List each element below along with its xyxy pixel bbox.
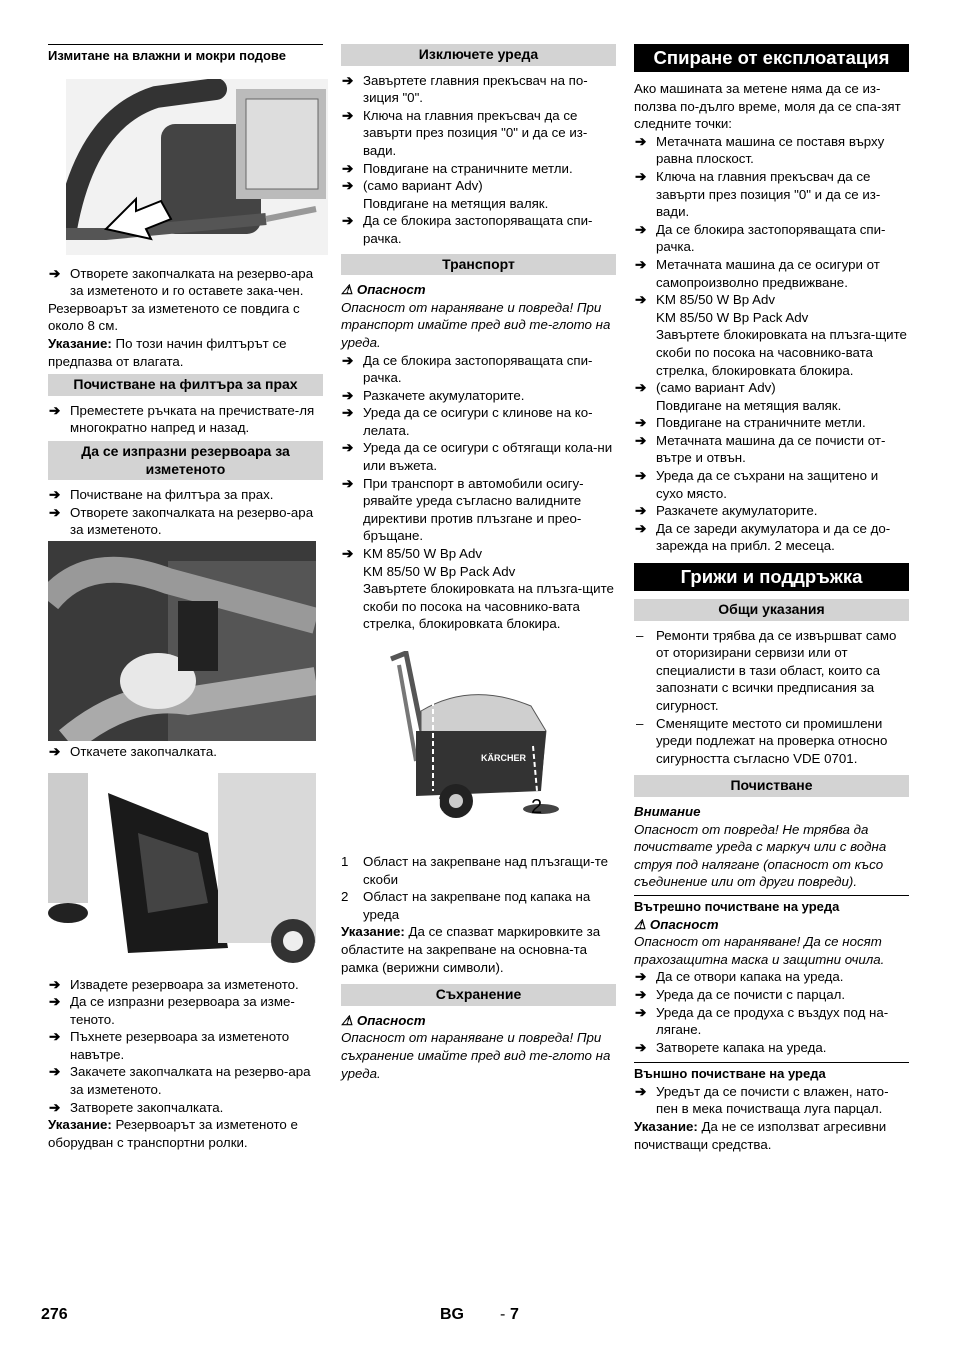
list-item: ➔ Метачната машина да се осигури от самопроизволно предвижване.	[635, 256, 880, 290]
list-item: ➔ Повдигане на страничните метли.	[342, 160, 573, 176]
list-item: ➔ Уредът да се почисти с влажен, нато-пен в мека почистваща луга парцал.	[635, 1083, 889, 1117]
page-footer	[0, 1306, 954, 1330]
list-item: ➔ Уреда да се осигури с клинове на ко-лелата.	[342, 405, 593, 438]
danger-label-transport: ⚠ Опасност	[341, 282, 426, 298]
figure-remove-drawing	[48, 773, 316, 968]
note-filter: Указание: По този начин филтърът се предпазва от влагата.	[48, 335, 287, 369]
arrow-icon: ➔	[635, 415, 647, 431]
list-item: ➔ Разкачете акумулаторите.	[342, 387, 525, 403]
figure-container-remove	[48, 773, 316, 968]
list-decommissioning	[634, 133, 909, 555]
subheading-interior-cleaning: Вътрешно почистване на уреда	[634, 895, 909, 916]
language-code: BG	[440, 1306, 464, 1323]
section-title-care: Грижи и поддръжка	[634, 563, 909, 591]
list-item: ➔ Да се блокира застопоряващата спи-рачка.	[342, 352, 593, 386]
figure-label-2: 2	[531, 796, 543, 818]
arrow-icon: ➔	[635, 380, 647, 396]
list-unhook	[48, 743, 323, 761]
list-interior-cleaning	[634, 968, 909, 1056]
column-1	[48, 44, 323, 1151]
list-item: ➔ Завъртете главния прекъсвач на по-зиция "0".	[342, 72, 588, 106]
list-item: ➔ KM 85/50 W Bp Adv	[635, 292, 775, 308]
arrow-icon: ➔	[49, 994, 61, 1010]
list-item-continuation: KM 85/50 W Bp Pack Adv	[363, 563, 516, 579]
arrow-icon: ➔	[635, 168, 647, 184]
list-item: ➔ Да се зареди акумулатора и да се до-зарежда на прибл. 2 месеца.	[635, 520, 891, 554]
arrow-icon: ➔	[49, 743, 61, 759]
list-remove	[48, 976, 323, 1117]
list-item: ➔ Повдигане на страничните метли.	[635, 415, 866, 431]
caution-label: Внимание	[634, 803, 701, 819]
list-item: ➔ Метачната машина се поставя върху равна плоскост.	[635, 133, 885, 167]
list-item: ➔ Пъхнете резервоара за изметеното навътре.	[49, 1029, 290, 1062]
arrow-icon: ➔	[635, 221, 647, 237]
list-item: ➔ Закачете закопчалката на резерво-ара за изметеното.	[49, 1064, 311, 1098]
figure-latch-drawing	[66, 79, 328, 255]
list-item: ➔ Уреда да се продуха с въздух под на-лягане.	[635, 1004, 889, 1038]
list-item: ➔ Отворете закопчалката на резерво-ара за изметеното.	[49, 504, 314, 538]
numbered-item: 2 Област на закрепване под капака на уреда	[341, 889, 591, 922]
arrow-icon: ➔	[342, 72, 354, 88]
arrow-icon: ➔	[635, 986, 647, 1002]
arrow-icon: ➔	[342, 160, 354, 176]
band-cleaning: Почистване	[634, 775, 909, 797]
arrow-icon: ➔	[635, 256, 647, 272]
arrow-icon: ➔	[342, 213, 354, 229]
warning-icon: ⚠	[341, 282, 353, 298]
brand-logo-text: KÄRCHER	[481, 753, 526, 763]
intro-decommissioning: Ако машината за метене няма да се из-ползва по-дълго време, моля да се спа-зят следните точки:	[634, 81, 901, 132]
list-item: – Сменящите местото си промишлени уреди подлежат на проверка относно сигурността съгласно VDE 0701.	[636, 715, 888, 766]
list-empty	[48, 486, 323, 539]
arrow-icon: ➔	[635, 432, 647, 448]
arrow-icon: ➔	[635, 1083, 647, 1099]
list-item: ➔ (само вариант Adv)	[342, 178, 483, 194]
arrow-icon: ➔	[635, 292, 647, 308]
list-wet-floors	[48, 265, 323, 300]
list-item-continuation: Повдигане на метящия валяк.	[656, 397, 842, 413]
arrow-icon: ➔	[635, 503, 647, 519]
numbered-item: 1 Област на закрепване над плъзгащи-те скоби	[341, 854, 609, 887]
band-filter-cleaning: Почистване на филтъра за прах	[48, 374, 323, 396]
note-markings: Указание: Да се спазват маркировките за областите на закрепване на основна-та рамка (верижни символи).	[341, 924, 601, 975]
arrow-icon: ➔	[635, 1004, 647, 1020]
section-page-number: 7	[510, 1306, 519, 1323]
band-switch-off: Изключете уреда	[341, 44, 616, 66]
list-general-notes	[634, 627, 909, 768]
list-item: ➔ Метачната машина да се почисти от-вътре и отвън.	[635, 432, 886, 466]
arrow-icon: ➔	[49, 402, 61, 418]
arrow-icon: ➔	[49, 1064, 61, 1080]
arrow-icon: ➔	[49, 1029, 61, 1045]
figure-hook-drawing	[48, 541, 316, 741]
figure-container-latch	[66, 79, 328, 255]
list-item: ➔ Да се отвори капака на уреда.	[635, 969, 844, 985]
arrow-icon: ➔	[635, 520, 647, 536]
dash-icon: –	[636, 627, 644, 643]
list-item: – Ремонти трябва да се извършват само от оторизирани сервизи или от специалисти в тази област, които са запознати с всички предписания за сигурност.	[636, 627, 897, 713]
arrow-icon: ➔	[342, 107, 354, 123]
band-general-notes: Общи указания	[634, 599, 909, 621]
arrow-icon: ➔	[342, 440, 354, 456]
page-number: 276	[41, 1306, 68, 1323]
list-item: ➔ Да се блокира застопоряващата спи-рачка.	[635, 221, 886, 255]
list-item-continuation: Завъртете блокировката на плъзга-щите скоби по посока на часовнико-вата стрелка, блокировката блокира.	[363, 581, 614, 632]
list-exterior-cleaning	[634, 1083, 909, 1118]
section-title-decommissioning: Спиране от експлоатация	[634, 44, 909, 72]
figure-machine-drawing	[361, 651, 561, 829]
column-2	[341, 44, 616, 1082]
list-item: ➔ (само вариант Adv)	[635, 380, 776, 396]
danger-text-interior: Опасност от нараняване! Да се носят прахозащитна маска и защитни очила.	[634, 934, 885, 967]
list-item: ➔ Извадете резервоара за изметеното.	[49, 976, 299, 992]
arrow-icon: ➔	[635, 1039, 647, 1055]
list-item-continuation: Завъртете блокировката на плъзга-щите скоби по посока на часовнико-вата стрелка, блокировката блокира.	[656, 327, 907, 378]
arrow-icon: ➔	[49, 504, 61, 520]
list-item: ➔ Преместете ръчката на пречиствате-ля многократно напред и назад.	[49, 402, 315, 436]
band-empty-container: Да се изпразни резервоара за изметеното	[48, 441, 323, 480]
figure-label-1: 1	[433, 796, 445, 818]
list-item: ➔ Да се изпразни резервоара за изме-теното.	[49, 994, 295, 1027]
arrow-icon: ➔	[342, 475, 354, 491]
warning-icon: ⚠	[634, 916, 646, 932]
band-storage: Съхранение	[341, 984, 616, 1006]
danger-text-storage: Опасност от нараняване и повреда! При съхранение имайте пред вид те-глото на уреда.	[341, 1030, 611, 1081]
list-item: ➔ Разкачете акумулаторите.	[635, 503, 818, 519]
caution-text: Опасност от повреда! Не трябва да почиствате уреда с маркуч или с водна струя под налягане (опасност от късо съединение или от други повреди).	[634, 821, 887, 890]
list-item: ➔ Ключа на главния прекъсвач да се завърти през позиция "0" и да се из-вади.	[635, 168, 881, 220]
arrow-icon: ➔	[49, 487, 61, 503]
paragraph-lift: Резервоарът за изметеното се повдига с около 8 см.	[48, 300, 300, 334]
list-switch-off	[341, 72, 616, 248]
band-transport: Транспорт	[341, 254, 616, 276]
list-item: ➔ Откачете закопчалката.	[49, 743, 217, 759]
danger-label-storage: ⚠ Опасност	[341, 1012, 426, 1028]
dash-icon: –	[636, 715, 644, 731]
arrow-icon: ➔	[49, 976, 61, 992]
list-item: ➔ Затворете закопчалката.	[49, 1099, 224, 1115]
list-item: ➔ KM 85/50 W Bp Adv	[342, 546, 482, 562]
section-heading-wet-floors: Измитане на влажни и мокри подове	[48, 44, 323, 65]
subheading-exterior-cleaning: Външно почистване на уреда	[634, 1062, 909, 1083]
list-item: ➔ Уреда да се осигури с обтягащи кола-ни или въжета.	[342, 440, 613, 474]
arrow-icon: ➔	[635, 468, 647, 484]
list-item: ➔ Почистване на филтъра за прах.	[49, 487, 274, 503]
footer-separator: -	[500, 1306, 506, 1323]
list-item-continuation: KM 85/50 W Bp Pack Adv	[656, 309, 809, 325]
list-item-continuation: Повдигане на метящия валяк.	[363, 195, 549, 211]
arrow-icon: ➔	[49, 1099, 61, 1115]
list-item: ➔ Затворете капака на уреда.	[635, 1039, 827, 1055]
arrow-icon: ➔	[49, 265, 61, 281]
list-item: ➔ Уреда да се почисти с парцал.	[635, 986, 846, 1002]
note-rollers: Указание: Резервоарът за изметеното е оборудван с транспортни ролки.	[48, 1117, 298, 1150]
arrow-icon: ➔	[342, 178, 354, 194]
danger-text-transport: Опасност от нараняване и повреда! При транспорт имайте пред вид те-глото на уреда.	[341, 299, 611, 350]
list-item: ➔ Ключа на главния прекъсвач да се завърти през позиция "0" и да се из-вади.	[342, 107, 588, 158]
arrow-icon: ➔	[342, 546, 354, 562]
list-item: ➔ Да се блокира застопоряващата спи-рачка.	[342, 213, 593, 246]
list-filter	[48, 402, 323, 437]
column-3	[634, 44, 909, 1153]
list-mounting-areas	[341, 853, 616, 923]
list-item: ➔ Уреда да се съхрани на защитено и сухо място.	[635, 468, 879, 501]
list-transport	[341, 352, 616, 634]
arrow-icon: ➔	[635, 969, 647, 985]
danger-label-interior: ⚠ Опасност	[634, 916, 719, 932]
figure-container-machine	[361, 651, 561, 829]
figure-container-hook	[48, 541, 316, 741]
arrow-icon: ➔	[635, 133, 647, 149]
warning-icon: ⚠	[341, 1012, 353, 1028]
arrow-icon: ➔	[342, 352, 354, 368]
note-no-aggressive: Указание: Да не се използват агресивни почистващи средства.	[634, 1119, 887, 1152]
arrow-icon: ➔	[342, 405, 354, 421]
list-item: ➔ При транспорт в автомобили осигу-рявайте уреда съгласно валидните директиви против плъзгане и прео-бръщане.	[342, 475, 584, 544]
list-item: ➔ Отворете закопчалката на резерво-ара за изметеното и го оставете зака-чен.	[49, 265, 314, 299]
arrow-icon: ➔	[342, 387, 354, 403]
